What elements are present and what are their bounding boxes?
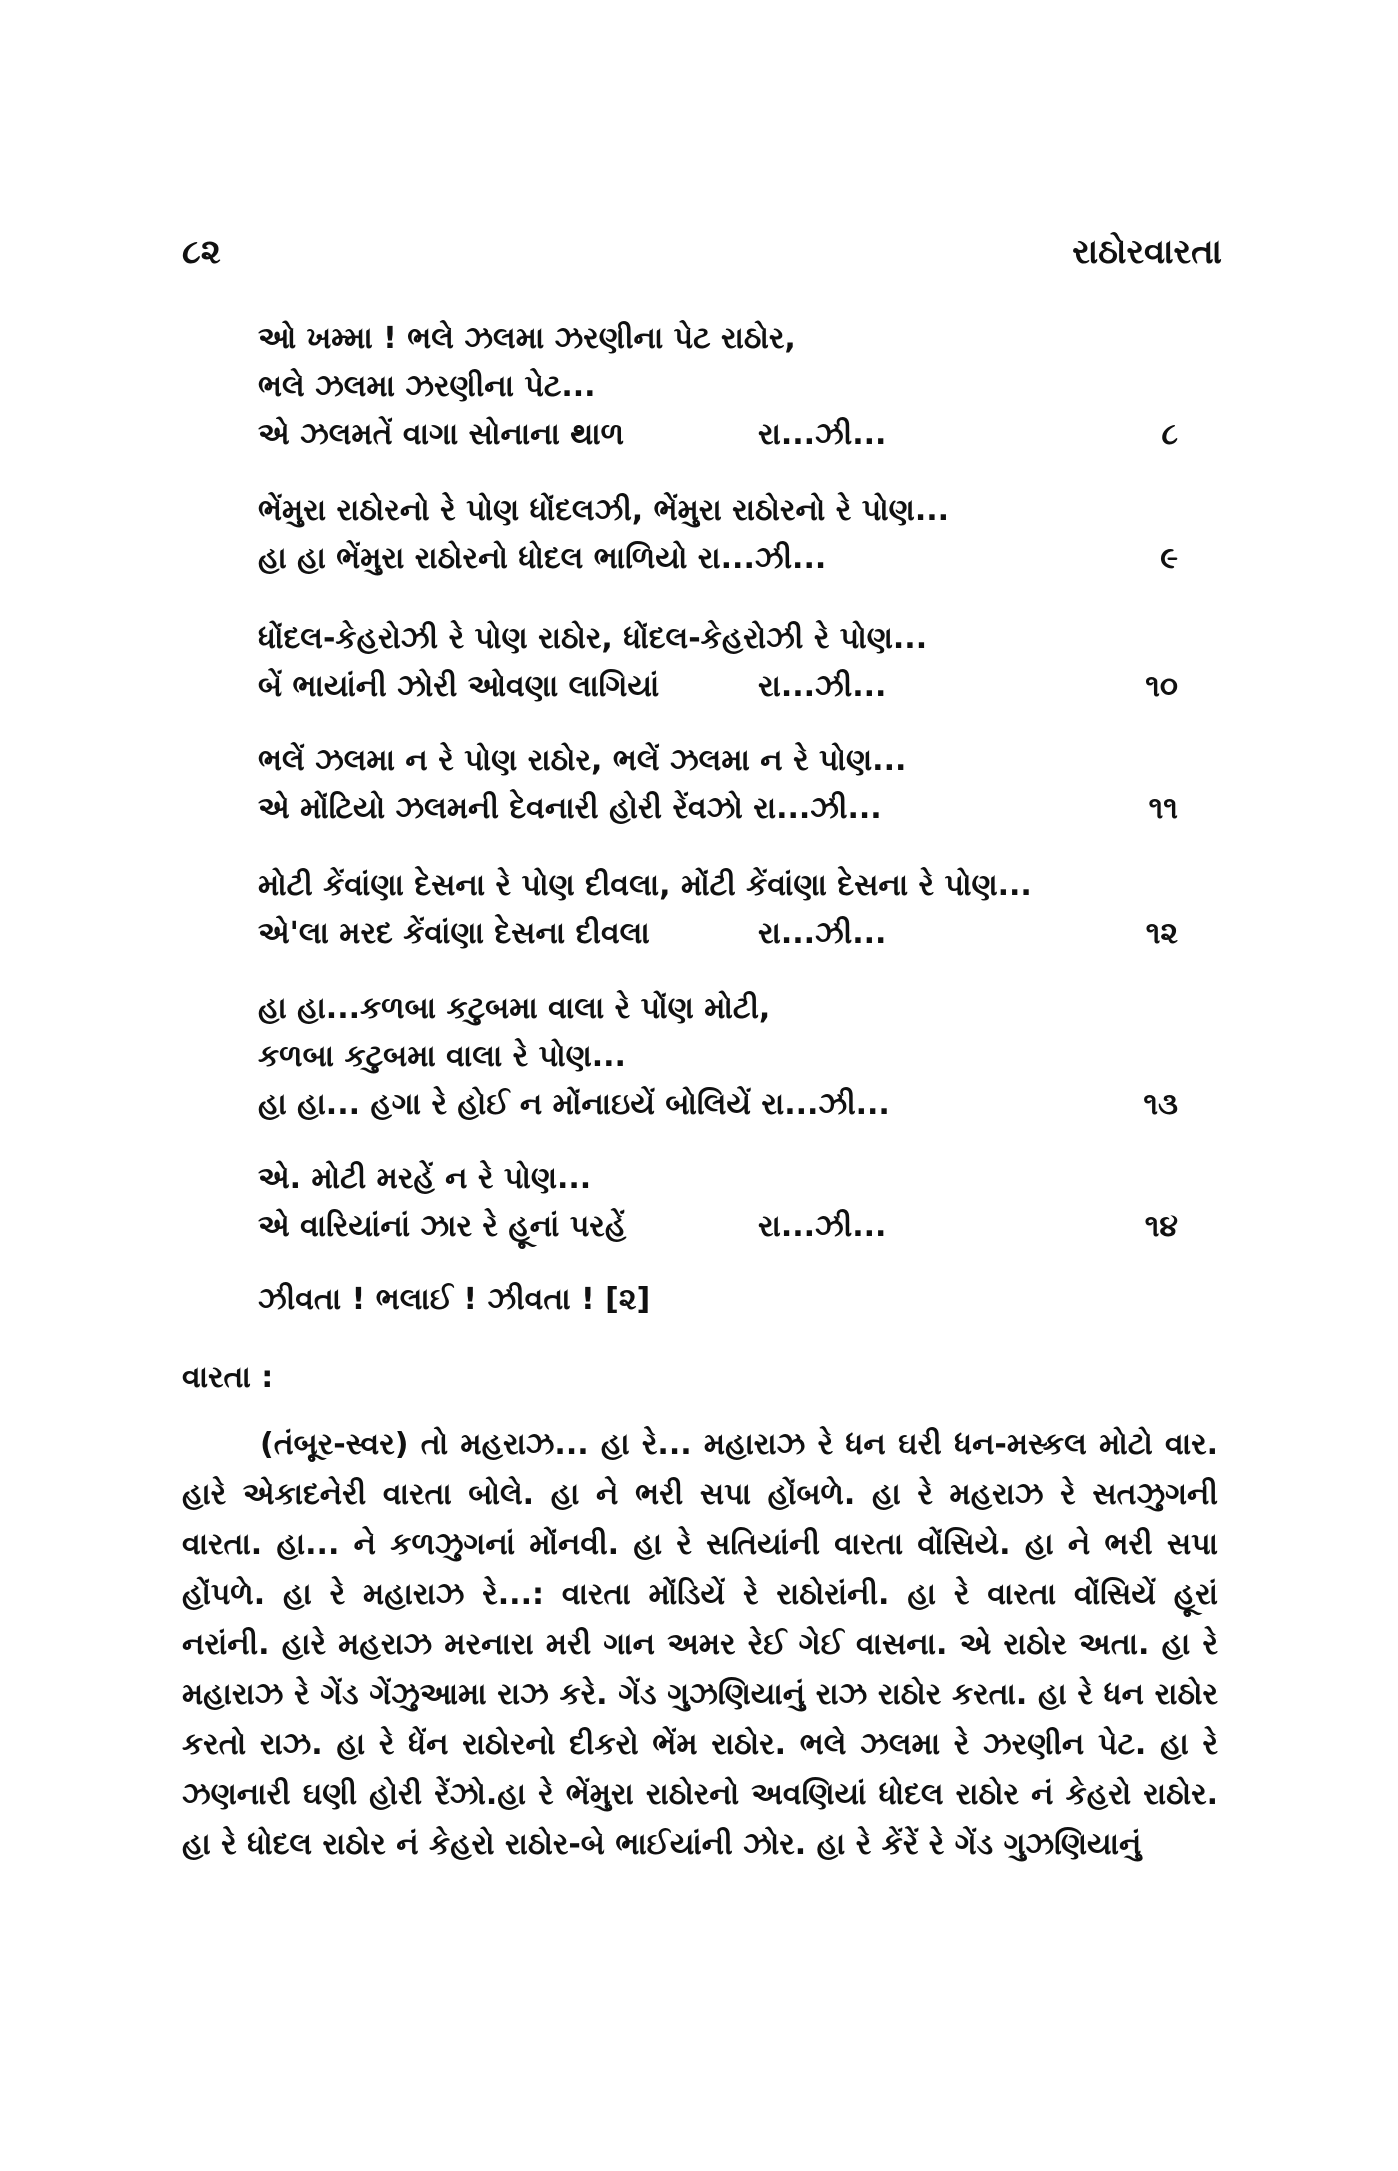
- verse-line: [258, 315, 1178, 363]
- page-number: ૮૨: [182, 232, 221, 272]
- verse-number: ૯: [1160, 541, 1178, 576]
- verse-stanza: [258, 615, 1178, 711]
- verse-stanza: [258, 985, 1178, 1129]
- verse-text: એ ઝલમતેં વાગા સોનાના થાળ: [258, 417, 625, 452]
- verse-text: કળબા કટુબમા વાલા રે પોણ...: [258, 1039, 626, 1074]
- section-label: વારતા :: [182, 1360, 274, 1395]
- prose-paragraph: (તંબૂર-સ્વર) તો મહરાઝ... હા રે... મહારાઝ રે ધન ઘરી ધન-મસ્કલ મોટો વાર. હારે એકાદનેરી વારતા બોલે. હા ને ભરી સપા હોંબળે. હા રે મહરાઝ રે સતઝુગની વારતા. હા... ને કળઝુગનાં મોંનવી. હા રે સતિયાંની વારતા વોંસિયે. હા ને ભરી સપા હોંપળે. હા રે મહારાઝ રે...: વારતા મોંડિયેં રે રાઠોરાંની. હા રે વારતા વોંસિયેં હૂરાં નરાંની. હારે મહરાઝ મરનારા મરી ગાન અમર રેઈ ગેઈ વાસના. એ રાઠોર અતા. હા રે મહારાઝ રે ગેંડ ગેંઝુઆમા રાઝ કરે. ગેંડ ગુઝણિયાનું રાઝ રાઠોર કરતા. હા રે ધન રાઠોર કરતો રાઝ. હા રે ધેંન રાઠોરનો દીકરો ભેંમ રાઠોર. ભલે ઝલમા રે ઝરણીન પેટ. હા રે ઝણનારી ઘણી હોરી રેંઝો.હા રે ભેંમુરા રાઠોરનો અવણિયાં ધોદલ રાઠોર નં કેહરો રાઠોર. હા રે ધોદલ રાઠોર નં કેહરો રાઠોર-બે ભાઈયાંની ઝોર. હા રે કેંરેં રે ગેંડ ગુઝણિયાનું: [182, 1427, 1218, 1862]
- verse-text: ઝીવતા ! ભલાઈ ! ઝીવતા ! [૨]: [258, 1282, 651, 1317]
- verse-line: [258, 487, 1178, 535]
- verse-text: હા હા... હગા રે હોઈ ન મોંનાઇયેં બોલિયેં રા...ઝી...: [258, 1087, 890, 1122]
- verse-line: [258, 1081, 1178, 1129]
- verse-text: એ. મોટી મરહેં ન રે પોણ...: [258, 1161, 592, 1196]
- verse-text: ભલે ઝલમા ઝરણીના પેટ...: [258, 369, 596, 404]
- verse-refrain: રા...ઝી...: [758, 916, 887, 951]
- verse-text: બેં ભાયાંની ઝોરી ઓવણા લાગિયાં: [258, 669, 660, 704]
- verse-line: [258, 363, 1178, 411]
- verse-text: એ વારિયાંનાં ઝાર રે હૂનાં પરહેં: [258, 1209, 627, 1244]
- verse-stanza: [258, 1276, 1178, 1324]
- verse-stanza: [258, 315, 1178, 459]
- verse-line: [258, 1203, 1178, 1251]
- verse-number: ૮: [1161, 417, 1178, 452]
- verse-stanza: [258, 487, 1178, 583]
- verse-text: હા હા...કળબા કટુબમા વાલા રે પોંણ મોટી,: [258, 991, 771, 1026]
- verse-text: એ'લા મરદ કેંવાંણા દેસના દીવલા: [258, 916, 650, 951]
- verse-text: ધોંદલ-કેહરોઝી રે પોણ રાઠોર, ધોંદલ-કેહરોઝી રે પોણ...: [258, 621, 928, 656]
- verse-number: ૧૨: [1145, 916, 1178, 951]
- verse-stanza: [258, 862, 1178, 958]
- verse-number: ૧૦: [1145, 669, 1178, 704]
- verse-line: [258, 862, 1178, 910]
- verse-text: એ મોંટિયો ઝલમની દેવનારી હોરી રેંવઝો રા...ઝી...: [258, 791, 882, 826]
- verse-text: મોટી કેંવાંણા દેસના રે પોણ દીવલા, મોંટી કેંવાંણા દેસના રે પોણ...: [258, 868, 1032, 903]
- verse-line: [258, 663, 1178, 711]
- verse-number: ૧૧: [1148, 791, 1178, 826]
- verse-number: ૧૩: [1143, 1087, 1178, 1122]
- verse-line: [258, 985, 1178, 1033]
- verse-refrain: રા...ઝી...: [758, 669, 887, 704]
- verse-text: ઓ ખમ્મા ! ભલે ઝલમા ઝરણીના પેટ રાઠોર,: [258, 321, 796, 356]
- verse-refrain: રા...ઝી...: [758, 417, 887, 452]
- verse-text: હા હા ભેંમુરા રાઠોરનો ધોદલ ભાળિયો રા...ઝી...: [258, 541, 827, 576]
- verse-line: [258, 737, 1178, 785]
- verse-text: ભેંમુરા રાઠોરનો રે પોણ ધોંદલઝી, ભેંમુરા રાઠોરનો રે પોણ...: [258, 493, 950, 528]
- verse-number: ૧૪: [1144, 1209, 1178, 1244]
- verse-line: [258, 535, 1178, 583]
- verse-text: ભલેં ઝલમા ન રે પોણ રાઠોર, ભલેં ઝલમા ન રે પોણ...: [258, 743, 907, 778]
- verse-line: [258, 1033, 1178, 1081]
- running-head: રાઠોરવારતા: [1072, 232, 1222, 272]
- verse-refrain: રા...ઝી...: [758, 1209, 887, 1244]
- verse-line: [258, 1155, 1178, 1203]
- verse-line: [258, 910, 1178, 958]
- verse-line: [258, 785, 1178, 833]
- verse-stanza: [258, 737, 1178, 833]
- verse-line: [258, 1276, 1178, 1324]
- prose-block: [182, 1420, 1218, 1870]
- verse-line: [258, 411, 1178, 459]
- verse-line: [258, 615, 1178, 663]
- verse-stanza: [258, 1155, 1178, 1251]
